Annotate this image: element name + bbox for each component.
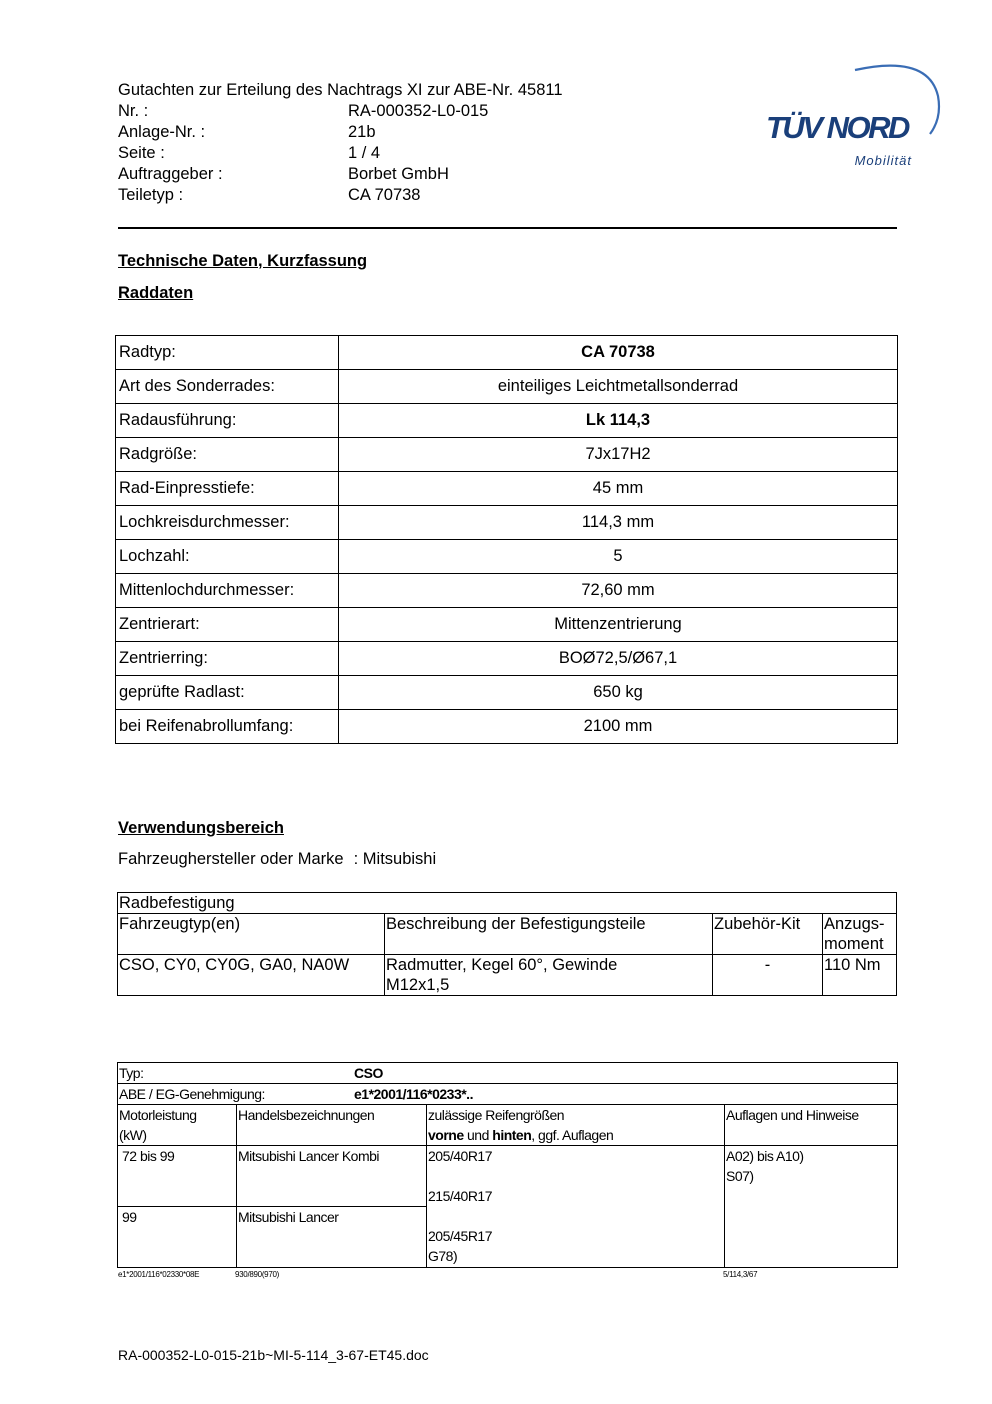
manufacturer-label: Fahrzeughersteller oder Marke	[118, 850, 344, 868]
table-row	[116, 472, 898, 506]
row-label: Art des Sonderrades:	[116, 370, 339, 404]
table-row	[116, 438, 898, 472]
notes-cell	[725, 1146, 898, 1268]
note-line: S07)	[726, 1168, 754, 1184]
manufacturer-value: Mitsubishi	[362, 850, 437, 868]
header-divider	[118, 227, 897, 229]
column-header-line	[428, 1125, 723, 1145]
column-header-line: (kW)	[119, 1127, 147, 1143]
raddaten-heading: Raddaten	[118, 284, 194, 302]
torque-cell: 110 Nm	[823, 955, 897, 996]
row-label: Radtyp:	[116, 336, 339, 370]
type-label: Typ:	[119, 1065, 144, 1081]
row-label: Mittenlochdurchmesser:	[116, 574, 339, 608]
cell-line: Radmutter, Kegel 60°, Gewinde	[386, 956, 618, 974]
table-row	[118, 893, 897, 914]
table-row	[116, 642, 898, 676]
wheel-fastening-table	[117, 892, 897, 996]
row-label: Zentrierart:	[116, 608, 339, 642]
row-value: 2100 mm	[339, 710, 898, 744]
table-row	[116, 676, 898, 710]
power-cell: 72 bis 99	[118, 1146, 237, 1207]
header-value: 1 / 4	[348, 144, 381, 162]
table-footnote-boltpattern: 5/114,3/67	[723, 1270, 758, 1279]
header-label: Auftraggeber :	[118, 165, 223, 183]
header-value: Borbet GmbH	[348, 165, 449, 183]
verwendung-heading: Verwendungsbereich	[118, 819, 284, 837]
header-row-teiletyp	[118, 185, 638, 206]
column-header-tyres	[427, 1105, 725, 1146]
tyre-size: 205/45R17	[428, 1228, 493, 1244]
accessory-kit-cell: -	[713, 955, 823, 996]
fastening-description-cell	[385, 955, 713, 996]
header-front: vorne	[428, 1127, 464, 1143]
row-value: 72,60 mm	[339, 574, 898, 608]
row-value: Lk 114,3	[339, 404, 898, 438]
column-header: Fahrzeugtyp(en)	[118, 914, 385, 955]
column-header-line: Anzugs-	[824, 915, 885, 933]
logo-brand-text: TÜV NORD	[766, 110, 908, 145]
fastening-title: Radbefestigung	[118, 893, 897, 914]
header-label: Seite :	[118, 144, 165, 162]
table-row	[116, 370, 898, 404]
row-label: Zentrierring:	[116, 642, 339, 676]
type-value: CSO	[354, 1065, 383, 1081]
header-rear: hinten	[492, 1127, 532, 1143]
manufacturer-line	[118, 850, 436, 869]
header-row-nr	[118, 101, 638, 122]
table-footnote-code: e1*2001/116*02330*08E	[118, 1270, 200, 1279]
row-value: Mittenzentrierung	[339, 608, 898, 642]
table-header-row	[118, 1105, 898, 1146]
column-header-notes: Auflagen und Hinweise	[725, 1105, 898, 1146]
table-footnote-weights: 930/890(970)	[235, 1270, 279, 1279]
row-label: Lochkreisdurchmesser:	[116, 506, 339, 540]
header-value: 21b	[348, 123, 376, 141]
row-label: bei Reifenabrollumfang:	[116, 710, 339, 744]
tyre-size: 215/40R17	[428, 1188, 493, 1204]
row-value: einteiliges Leichtmetallsonderrad	[339, 370, 898, 404]
row-value: 45 mm	[339, 472, 898, 506]
header-rest: , ggf. Auflagen	[531, 1127, 614, 1143]
tyre-sizes-cell	[427, 1146, 725, 1268]
document-title: Gutachten zur Erteilung des Nachtrags XI zur ABE-Nr. 45811	[118, 81, 563, 99]
type-row-cell	[118, 1063, 898, 1084]
table-row	[118, 1146, 898, 1207]
row-label: Radausführung:	[116, 404, 339, 438]
logo-sub-text: Mobilität	[854, 153, 912, 168]
row-value: CA 70738	[339, 336, 898, 370]
header-row-anlage	[118, 122, 638, 143]
power-cell: 99	[118, 1207, 237, 1268]
header-label: Teiletyp :	[118, 186, 184, 204]
tuv-nord-logo	[760, 58, 950, 173]
table-row	[116, 404, 898, 438]
table-row	[116, 710, 898, 744]
tyre-size: 205/40R17	[428, 1148, 493, 1164]
header-label: Anlage-Nr. :	[118, 123, 206, 141]
row-label: geprüfte Radlast:	[116, 676, 339, 710]
cell-line: M12x1,5	[386, 976, 450, 994]
tyre-note: G78)	[428, 1248, 458, 1264]
table-row	[116, 506, 898, 540]
table-row	[118, 1084, 898, 1105]
column-header-names: Handelsbezeichnungen	[237, 1105, 427, 1146]
trade-name-cell: Mitsubishi Lancer	[237, 1207, 427, 1268]
column-header: Zubehör-Kit	[713, 914, 823, 955]
column-header	[823, 914, 897, 955]
header-value: CA 70738	[348, 186, 421, 204]
column-header: Beschreibung der Befestigungsteile	[385, 914, 713, 955]
row-value: BOØ72,5/Ø67,1	[339, 642, 898, 676]
document-footer: RA-000352-L0-015-21b~MI-5-114_3-67-ET45.doc	[118, 1347, 429, 1363]
approval-row-cell	[118, 1084, 898, 1105]
table-row	[116, 336, 898, 370]
section-title: Technische Daten, Kurzfassung	[118, 252, 368, 270]
column-header-power	[118, 1105, 237, 1146]
row-label: Rad-Einpresstiefe:	[116, 472, 339, 506]
table-row	[116, 608, 898, 642]
column-header-line: Motorleistung	[119, 1107, 197, 1123]
table-row	[116, 574, 898, 608]
row-label: Radgröße:	[116, 438, 339, 472]
vehicle-types-cell: CSO, CY0, CY0G, GA0, NA0W	[118, 955, 385, 996]
header-row-auftraggeber	[118, 164, 638, 185]
row-value: 114,3 mm	[339, 506, 898, 540]
header-value: RA-000352-L0-015	[348, 102, 489, 120]
vehicle-type-table	[117, 1062, 898, 1268]
row-label: Lochzahl:	[116, 540, 339, 574]
approval-label: ABE / EG-Genehmigung:	[119, 1086, 265, 1102]
approval-value: e1*2001/116*0233*..	[354, 1086, 473, 1102]
header-row-seite	[118, 143, 638, 164]
header-label: Nr. :	[118, 102, 149, 120]
table-row	[118, 955, 897, 996]
table-header-row	[118, 914, 897, 955]
manufacturer-separator: :	[353, 850, 359, 868]
column-header-line: zulässige Reifengrößen	[428, 1107, 565, 1123]
row-value: 650 kg	[339, 676, 898, 710]
note-line: A02) bis A10)	[726, 1148, 804, 1164]
table-row	[118, 1063, 898, 1084]
trade-name-cell: Mitsubishi Lancer Kombi	[237, 1146, 427, 1207]
table-row	[116, 540, 898, 574]
column-header-line: moment	[824, 935, 884, 953]
wheel-data-table	[115, 335, 898, 744]
row-value: 5	[339, 540, 898, 574]
header-and: und	[463, 1127, 493, 1143]
row-value: 7Jx17H2	[339, 438, 898, 472]
document-header	[118, 80, 638, 206]
